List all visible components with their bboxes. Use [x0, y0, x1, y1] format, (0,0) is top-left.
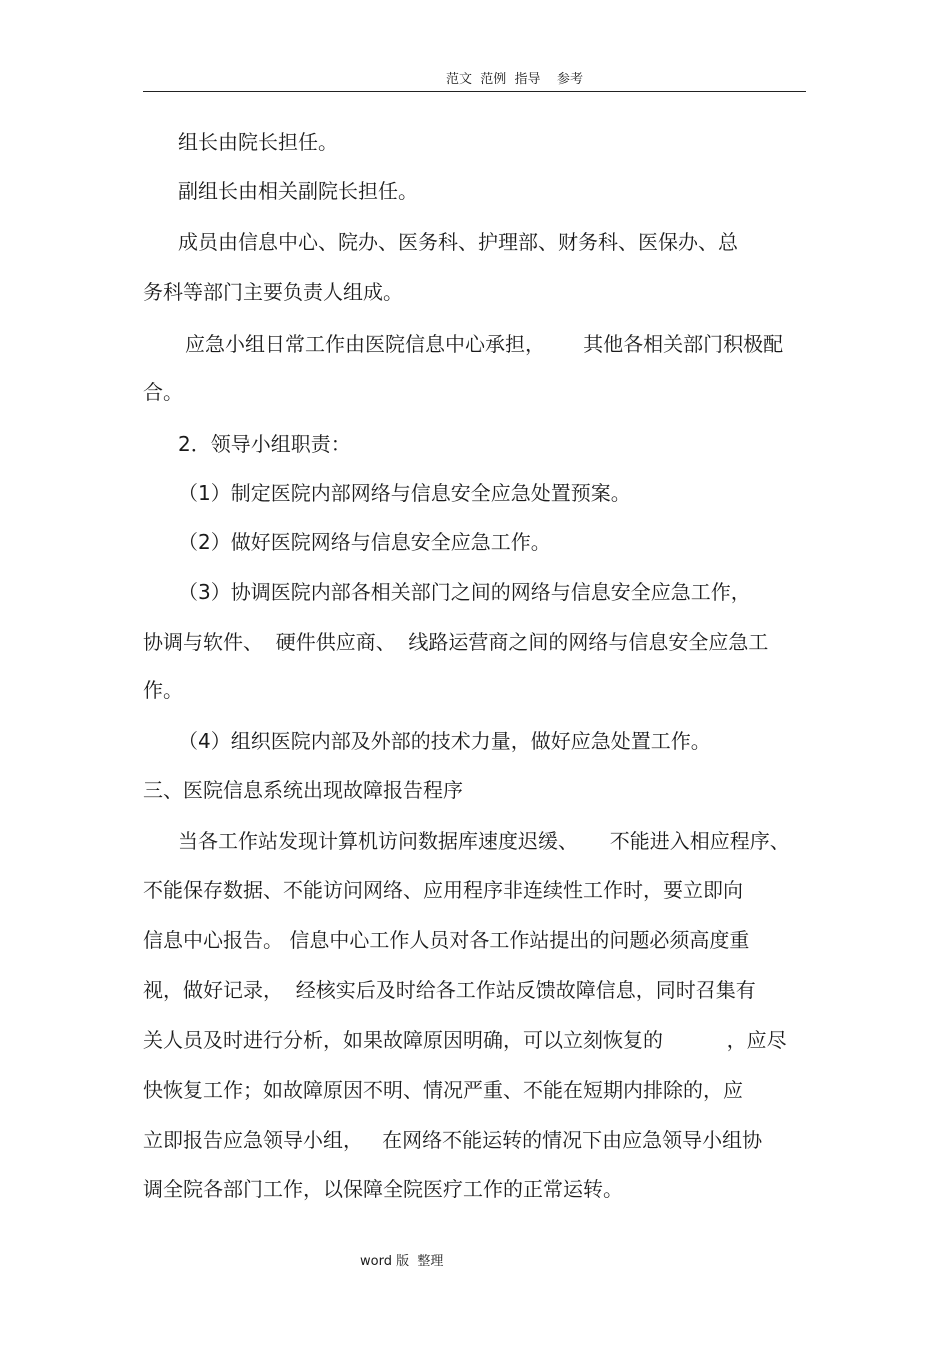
paragraph-line: 关人员及时进行分析，如果故障原因明确，可以立刻恢复的 ，应尽	[143, 1028, 787, 1052]
paragraph-line: 务科等部门主要负责人组成。	[143, 280, 403, 304]
paragraph-line: 立即报告应急领导小组， 在网络不能运转的情况下由应急领导小组协	[143, 1128, 763, 1152]
paragraph-line: 视，做好记录， 经核实后及时给各工作站反馈故障信息，同时召集有	[143, 978, 756, 1002]
paragraph-line: 作。	[143, 678, 183, 702]
paragraph-line: 不能保存数据、不能访问网络、应用程序非连续性工作时，要立即向	[143, 878, 743, 902]
paragraph-line: 合。	[143, 380, 183, 404]
header-text: 范文 范例 指导 参考	[446, 72, 584, 87]
list-item: （1）制定医院内部网络与信息安全应急处置预案。	[178, 481, 631, 505]
paragraph-line: 协调与软件、 硬件供应商、 线路运营商之间的网络与信息安全应急工	[143, 630, 769, 654]
paragraph-line: 副组长由相关副院长担任。	[178, 179, 418, 203]
list-item: （2）做好医院网络与信息安全应急工作。	[178, 530, 551, 554]
page-footer: word 版 整理	[360, 1254, 444, 1269]
paragraph-line: 当各工作站发现计算机访问数据库速度迟缓、 不能进入相应程序、	[178, 829, 790, 853]
section-heading: 三、医院信息系统出现故障报告程序	[143, 778, 463, 802]
list-item: （3）协调医院内部各相关部门之间的网络与信息安全应急工作，	[178, 580, 751, 604]
paragraph-line: 快恢复工作；如故障原因不明、情况严重、不能在短期内排除的，应	[143, 1078, 743, 1102]
section-heading: 2．领导小组职责：	[178, 432, 351, 456]
paragraph-line: 成员由信息中心、院办、医务科、护理部、财务科、医保办、总	[178, 230, 738, 254]
paragraph-line: 信息中心报告。 信息中心工作人员对各工作站提出的问题必须高度重	[143, 928, 750, 952]
paragraph-line: 组长由院长担任。	[178, 130, 338, 154]
list-item: （4）组织医院内部及外部的技术力量，做好应急处置工作。	[178, 729, 711, 753]
paragraph-line: 调全院各部门工作，以保障全院医疗工作的正常运转。	[143, 1177, 623, 1201]
page-header	[143, 66, 806, 92]
paragraph-line: 应急小组日常工作由医院信息中心承担， 其他各相关部门积极配	[185, 332, 784, 356]
